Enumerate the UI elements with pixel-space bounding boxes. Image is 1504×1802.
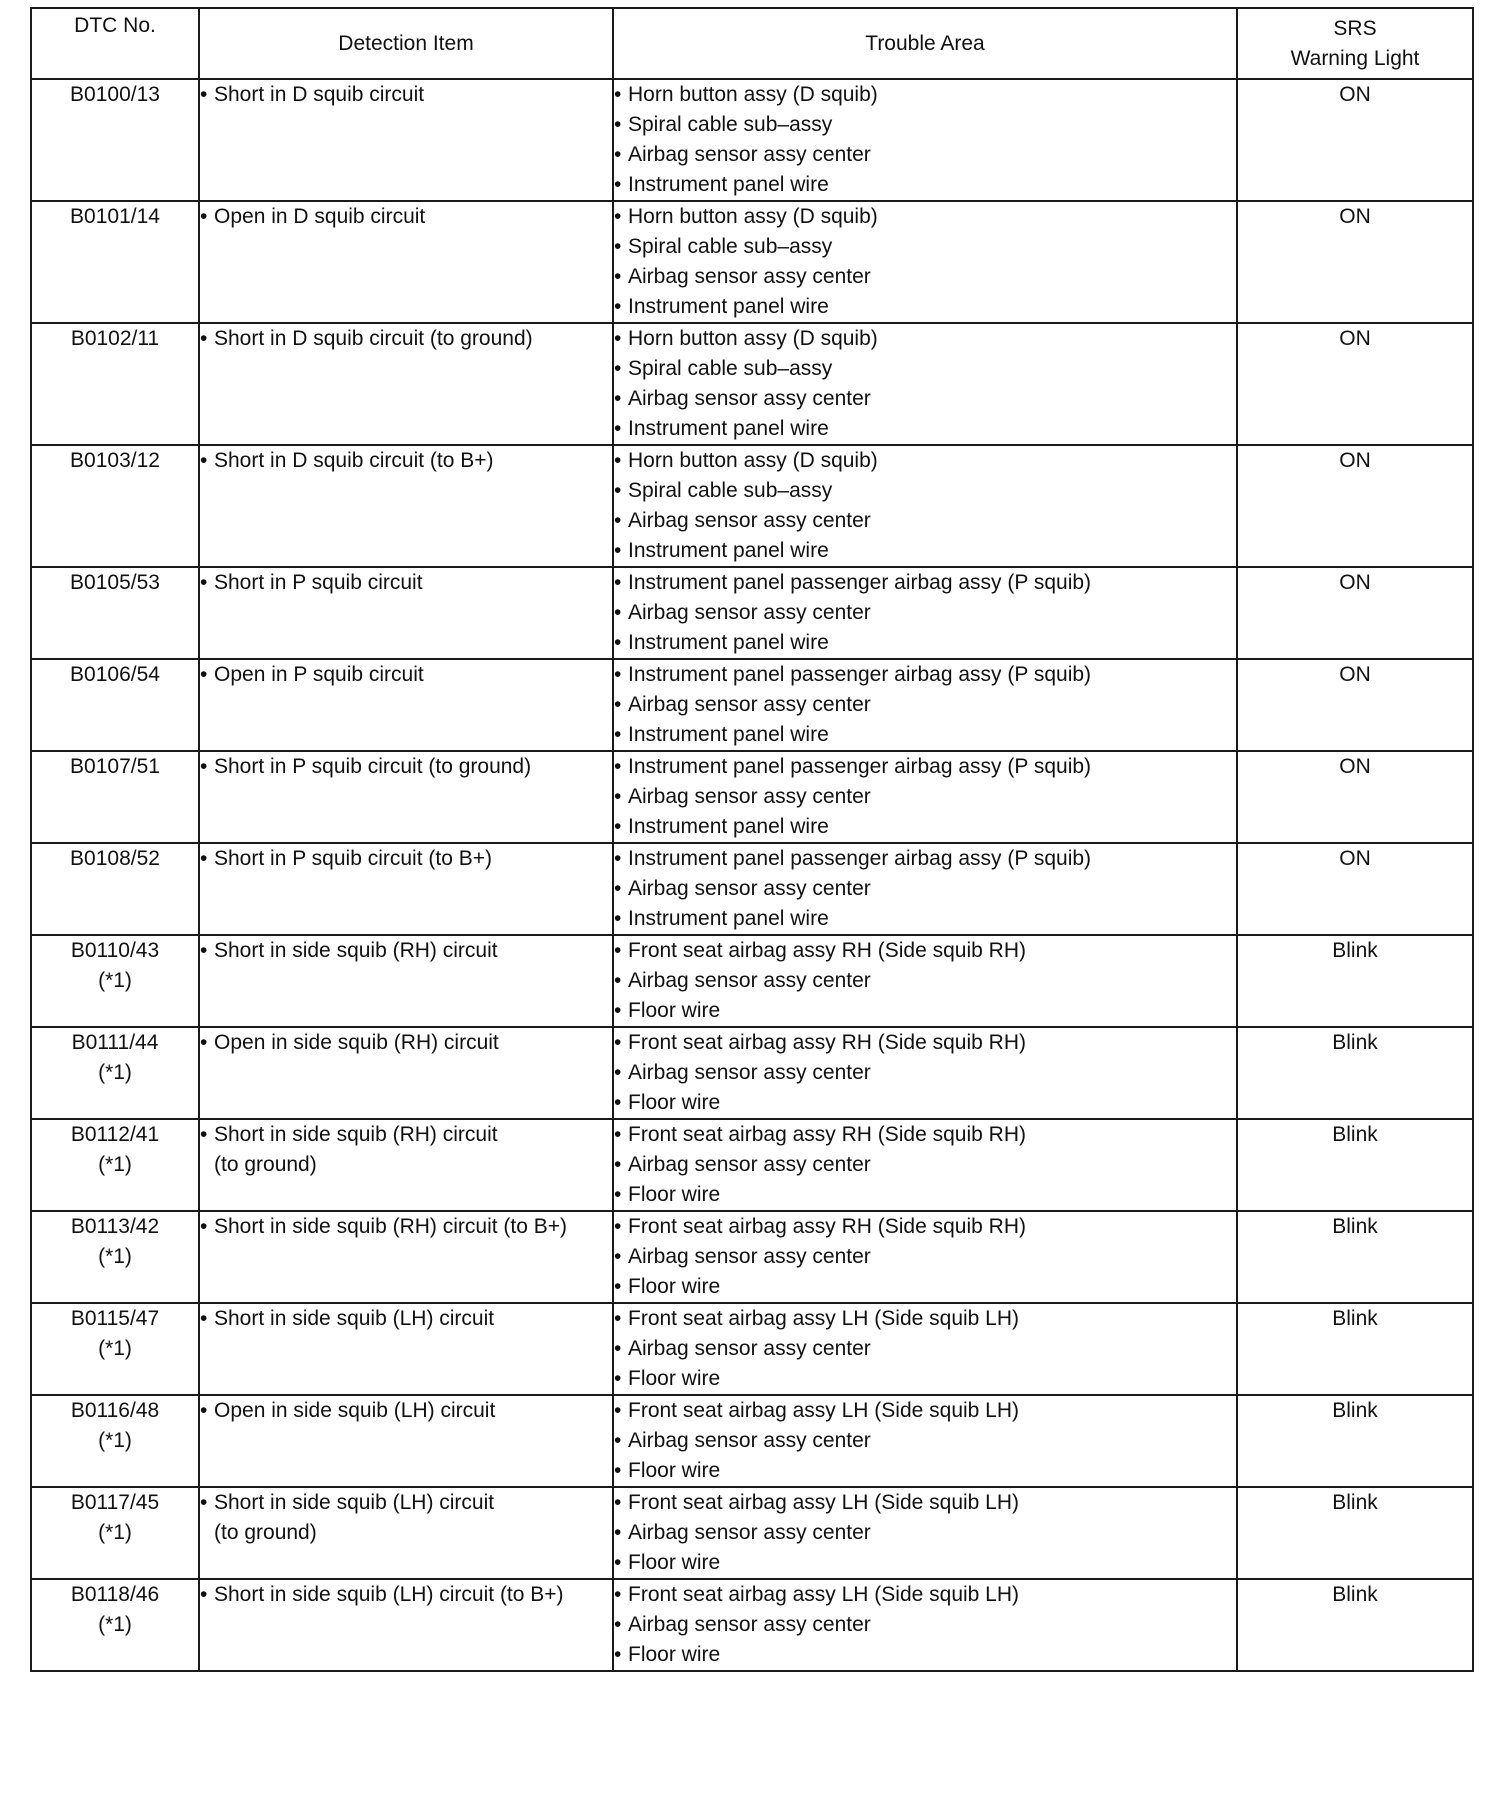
detection-item-list bbox=[200, 1120, 612, 1180]
detection-item-list bbox=[200, 752, 612, 782]
dtc-footnote: (*1) bbox=[98, 1429, 132, 1452]
trouble-area-cell bbox=[613, 1579, 1237, 1671]
detection-item bbox=[200, 1028, 612, 1058]
detection-item-text: • Open in P squib circuit bbox=[214, 663, 424, 686]
trouble-area-item: • Front seat airbag assy LH (Side squib LH) bbox=[614, 1304, 1236, 1334]
detection-item-cell bbox=[199, 1303, 613, 1395]
detection-item-cell bbox=[199, 323, 613, 445]
dtc-code: B0115/47 bbox=[70, 1307, 160, 1330]
trouble-area-item: • Spiral cable sub–assy bbox=[614, 110, 1236, 140]
trouble-area-item: • Airbag sensor assy center bbox=[614, 598, 1236, 628]
trouble-area-item: • Instrument panel wire bbox=[614, 414, 1236, 444]
detection-item-text: (to ground) bbox=[214, 1153, 317, 1176]
detection-item bbox=[200, 844, 612, 874]
table-row bbox=[31, 323, 1473, 445]
detection-item-list bbox=[200, 446, 612, 476]
trouble-area-item: • Instrument panel wire bbox=[614, 628, 1236, 658]
detection-item bbox=[200, 936, 612, 966]
srs-warning-light-cell: ON bbox=[1237, 843, 1473, 935]
trouble-area-item: • Instrument panel wire bbox=[614, 904, 1236, 934]
detection-item-text: • Open in side squib (RH) circuit bbox=[214, 1031, 499, 1054]
dtc-number-cell bbox=[31, 79, 199, 201]
trouble-area-item: • Instrument panel wire bbox=[614, 170, 1236, 200]
detection-item-list bbox=[200, 1304, 612, 1334]
dtc-number-cell bbox=[31, 1211, 199, 1303]
detection-item-cell bbox=[199, 935, 613, 1027]
detection-item-list bbox=[200, 1488, 612, 1548]
trouble-area-list bbox=[614, 1396, 1236, 1486]
detection-item-text: • Short in side squib (RH) circuit (to B+) bbox=[214, 1215, 568, 1238]
table-row bbox=[31, 935, 1473, 1027]
trouble-area-item: • Front seat airbag assy RH (Side squib RH) bbox=[614, 1212, 1236, 1242]
srs-warning-light-cell: Blink bbox=[1237, 1027, 1473, 1119]
detection-item-cell bbox=[199, 1487, 613, 1579]
detection-item-text: • Short in side squib (RH) circuit bbox=[214, 939, 498, 962]
trouble-area-list bbox=[614, 1028, 1236, 1118]
dtc-code: B0106/54 bbox=[70, 663, 160, 686]
detection-item-text: • Short in side squib (RH) circuit bbox=[214, 1123, 498, 1146]
trouble-area-list bbox=[614, 844, 1236, 934]
table-row bbox=[31, 1303, 1473, 1395]
trouble-area-item: • Front seat airbag assy RH (Side squib RH) bbox=[614, 1120, 1236, 1150]
trouble-area-item: • Instrument panel wire bbox=[614, 812, 1236, 842]
srs-warning-light-cell: Blink bbox=[1237, 1303, 1473, 1395]
trouble-area-item: • Floor wire bbox=[614, 1364, 1236, 1394]
detection-item-list bbox=[200, 1028, 612, 1058]
table-row bbox=[31, 1395, 1473, 1487]
trouble-area-cell bbox=[613, 79, 1237, 201]
detection-item-cell bbox=[199, 843, 613, 935]
detection-item-text: • Short in P squib circuit (to B+) bbox=[214, 847, 492, 870]
dtc-number-cell bbox=[31, 751, 199, 843]
detection-item bbox=[200, 1212, 612, 1242]
table-row bbox=[31, 1027, 1473, 1119]
srs-warning-light-cell: Blink bbox=[1237, 1119, 1473, 1211]
srs-warning-light-cell: Blink bbox=[1237, 1579, 1473, 1671]
trouble-area-cell bbox=[613, 201, 1237, 323]
trouble-area-item: • Instrument panel passenger airbag assy (P squib) bbox=[614, 752, 1236, 782]
trouble-area-list bbox=[614, 1488, 1236, 1578]
trouble-area-item: • Airbag sensor assy center bbox=[614, 874, 1236, 904]
trouble-area-item: • Airbag sensor assy center bbox=[614, 782, 1236, 812]
trouble-area-item: • Spiral cable sub–assy bbox=[614, 232, 1236, 262]
trouble-area-list bbox=[614, 446, 1236, 566]
trouble-area-cell bbox=[613, 445, 1237, 567]
dtc-footnote: (*1) bbox=[98, 1521, 132, 1544]
dtc-code: B0113/42 bbox=[70, 1215, 160, 1238]
trouble-area-item: • Instrument panel passenger airbag assy (P squib) bbox=[614, 568, 1236, 598]
dtc-number-cell bbox=[31, 445, 199, 567]
trouble-area-cell bbox=[613, 567, 1237, 659]
dtc-code: B0118/46 bbox=[70, 1583, 160, 1606]
trouble-area-item: • Horn button assy (D squib) bbox=[614, 80, 1236, 110]
header-srs-line1: SRS bbox=[1333, 16, 1377, 40]
detection-item-text: (to ground) bbox=[214, 1521, 317, 1544]
trouble-area-item: • Spiral cable sub–assy bbox=[614, 476, 1236, 506]
trouble-area-cell bbox=[613, 659, 1237, 751]
table-row bbox=[31, 1119, 1473, 1211]
header-trouble-area: Trouble Area bbox=[613, 8, 1237, 79]
table-body bbox=[31, 79, 1473, 1671]
dtc-number-cell bbox=[31, 1119, 199, 1211]
trouble-area-item: • Airbag sensor assy center bbox=[614, 1426, 1236, 1456]
detection-item bbox=[200, 752, 612, 782]
dtc-number-cell bbox=[31, 1487, 199, 1579]
srs-warning-light-cell: ON bbox=[1237, 751, 1473, 843]
trouble-area-item: • Airbag sensor assy center bbox=[614, 506, 1236, 536]
detection-item-text: • Short in P squib circuit bbox=[214, 571, 423, 594]
detection-item-text: • Open in D squib circuit bbox=[214, 205, 426, 228]
trouble-area-list bbox=[614, 936, 1236, 1026]
srs-warning-light-cell: ON bbox=[1237, 659, 1473, 751]
trouble-area-cell bbox=[613, 843, 1237, 935]
dtc-code: B0101/14 bbox=[70, 205, 160, 228]
trouble-area-list bbox=[614, 1580, 1236, 1670]
detection-item bbox=[200, 568, 612, 598]
trouble-area-item: • Floor wire bbox=[614, 1272, 1236, 1302]
detection-item-list bbox=[200, 660, 612, 690]
dtc-footnote: (*1) bbox=[98, 1153, 132, 1176]
dtc-code: B0110/43 bbox=[70, 939, 160, 962]
trouble-area-item: • Floor wire bbox=[614, 1640, 1236, 1670]
trouble-area-item: • Front seat airbag assy LH (Side squib LH) bbox=[614, 1396, 1236, 1426]
dtc-number-cell bbox=[31, 1579, 199, 1671]
trouble-area-item: • Airbag sensor assy center bbox=[614, 690, 1236, 720]
srs-warning-light-cell: Blink bbox=[1237, 1487, 1473, 1579]
detection-item-cell bbox=[199, 751, 613, 843]
detection-item-cell bbox=[199, 659, 613, 751]
dtc-number-cell bbox=[31, 659, 199, 751]
trouble-area-item: • Airbag sensor assy center bbox=[614, 966, 1236, 996]
header-srs-warning-light bbox=[1237, 8, 1473, 79]
header-row bbox=[31, 8, 1473, 79]
dtc-code: B0100/13 bbox=[70, 83, 160, 106]
trouble-area-item: • Airbag sensor assy center bbox=[614, 1518, 1236, 1548]
trouble-area-item: • Horn button assy (D squib) bbox=[614, 446, 1236, 476]
trouble-area-item: • Front seat airbag assy LH (Side squib LH) bbox=[614, 1488, 1236, 1518]
trouble-area-item: • Horn button assy (D squib) bbox=[614, 202, 1236, 232]
trouble-area-item: • Front seat airbag assy RH (Side squib RH) bbox=[614, 1028, 1236, 1058]
trouble-area-item: • Instrument panel wire bbox=[614, 536, 1236, 566]
trouble-area-item: • Instrument panel wire bbox=[614, 720, 1236, 750]
detection-item-cell bbox=[199, 201, 613, 323]
detection-item-text: • Short in side squib (LH) circuit (to B+) bbox=[214, 1583, 564, 1606]
dtc-code: B0108/52 bbox=[70, 847, 160, 870]
table-row bbox=[31, 445, 1473, 567]
detection-item-cell bbox=[199, 79, 613, 201]
trouble-area-item: • Instrument panel passenger airbag assy (P squib) bbox=[614, 660, 1236, 690]
detection-item-cell bbox=[199, 1579, 613, 1671]
trouble-area-list bbox=[614, 202, 1236, 322]
detection-item-text: • Short in P squib circuit (to ground) bbox=[214, 755, 532, 778]
trouble-area-item: • Airbag sensor assy center bbox=[614, 1334, 1236, 1364]
dtc-footnote: (*1) bbox=[98, 1613, 132, 1636]
dtc-number-cell bbox=[31, 567, 199, 659]
detection-item bbox=[200, 324, 612, 354]
trouble-area-item: • Floor wire bbox=[614, 1548, 1236, 1578]
detection-item bbox=[200, 446, 612, 476]
trouble-area-list bbox=[614, 1212, 1236, 1302]
table-row bbox=[31, 659, 1473, 751]
detection-item bbox=[200, 202, 612, 232]
trouble-area-cell bbox=[613, 935, 1237, 1027]
dtc-number-cell bbox=[31, 1303, 199, 1395]
dtc-code: B0107/51 bbox=[70, 755, 160, 778]
trouble-area-item: • Floor wire bbox=[614, 996, 1236, 1026]
table-row bbox=[31, 567, 1473, 659]
header-detection-item: Detection Item bbox=[199, 8, 613, 79]
dtc-code: B0117/45 bbox=[70, 1491, 160, 1514]
dtc-number-cell bbox=[31, 843, 199, 935]
srs-warning-light-cell: ON bbox=[1237, 201, 1473, 323]
trouble-area-cell bbox=[613, 1119, 1237, 1211]
detection-item-cell bbox=[199, 567, 613, 659]
detection-item bbox=[200, 1488, 612, 1548]
trouble-area-item: • Airbag sensor assy center bbox=[614, 1058, 1236, 1088]
table-row bbox=[31, 751, 1473, 843]
dtc-number-cell bbox=[31, 201, 199, 323]
dtc-code: B0112/41 bbox=[70, 1123, 160, 1146]
trouble-area-item: • Airbag sensor assy center bbox=[614, 384, 1236, 414]
detection-item-list bbox=[200, 1580, 612, 1610]
dtc-number-cell bbox=[31, 323, 199, 445]
dtc-footnote: (*1) bbox=[98, 1245, 132, 1268]
trouble-area-item: • Instrument panel passenger airbag assy (P squib) bbox=[614, 844, 1236, 874]
dtc-footnote: (*1) bbox=[98, 969, 132, 992]
srs-warning-light-cell: ON bbox=[1237, 323, 1473, 445]
dtc-code: B0103/12 bbox=[70, 449, 160, 472]
detection-item bbox=[200, 1580, 612, 1610]
dtc-footnote: (*1) bbox=[98, 1337, 132, 1360]
srs-warning-light-cell: Blink bbox=[1237, 1395, 1473, 1487]
trouble-area-cell bbox=[613, 1027, 1237, 1119]
trouble-area-list bbox=[614, 752, 1236, 842]
trouble-area-cell bbox=[613, 1395, 1237, 1487]
table-row bbox=[31, 843, 1473, 935]
detection-item-cell bbox=[199, 1027, 613, 1119]
detection-item-text: • Short in side squib (LH) circuit bbox=[214, 1307, 495, 1330]
srs-warning-light-cell: ON bbox=[1237, 79, 1473, 201]
detection-item bbox=[200, 80, 612, 110]
detection-item-text: • Open in side squib (LH) circuit bbox=[214, 1399, 496, 1422]
trouble-area-item: • Floor wire bbox=[614, 1456, 1236, 1486]
table-row bbox=[31, 201, 1473, 323]
trouble-area-cell bbox=[613, 751, 1237, 843]
detection-item-list bbox=[200, 1396, 612, 1426]
table-row bbox=[31, 1579, 1473, 1671]
detection-item-list bbox=[200, 936, 612, 966]
header-dtc-no: DTC No. bbox=[31, 8, 199, 79]
trouble-area-list bbox=[614, 660, 1236, 750]
detection-item-text: • Short in D squib circuit bbox=[214, 83, 425, 106]
table-row bbox=[31, 1211, 1473, 1303]
detection-item-cell bbox=[199, 445, 613, 567]
trouble-area-item: • Instrument panel wire bbox=[614, 292, 1236, 322]
detection-item-text: • Short in side squib (LH) circuit bbox=[214, 1491, 495, 1514]
trouble-area-item: • Airbag sensor assy center bbox=[614, 1610, 1236, 1640]
dtc-code: B0105/53 bbox=[70, 571, 160, 594]
dtc-code: B0102/11 bbox=[70, 327, 160, 350]
trouble-area-item: • Horn button assy (D squib) bbox=[614, 324, 1236, 354]
trouble-area-cell bbox=[613, 1487, 1237, 1579]
trouble-area-item: • Spiral cable sub–assy bbox=[614, 354, 1236, 384]
detection-item-list bbox=[200, 568, 612, 598]
trouble-area-cell bbox=[613, 323, 1237, 445]
table-row bbox=[31, 79, 1473, 201]
detection-item bbox=[200, 660, 612, 690]
srs-warning-light-cell: ON bbox=[1237, 567, 1473, 659]
trouble-area-list bbox=[614, 324, 1236, 444]
trouble-area-cell bbox=[613, 1303, 1237, 1395]
detection-item bbox=[200, 1304, 612, 1334]
dtc-number-cell bbox=[31, 935, 199, 1027]
dtc-number-cell bbox=[31, 1027, 199, 1119]
detection-item-list bbox=[200, 324, 612, 354]
detection-item-cell bbox=[199, 1395, 613, 1487]
dtc-footnote: (*1) bbox=[98, 1061, 132, 1084]
trouble-area-cell bbox=[613, 1211, 1237, 1303]
detection-item-list bbox=[200, 202, 612, 232]
trouble-area-list bbox=[614, 1120, 1236, 1210]
trouble-area-list bbox=[614, 568, 1236, 658]
trouble-area-item: • Floor wire bbox=[614, 1088, 1236, 1118]
detection-item bbox=[200, 1396, 612, 1426]
trouble-area-item: • Airbag sensor assy center bbox=[614, 262, 1236, 292]
detection-item bbox=[200, 1120, 612, 1180]
srs-warning-light-cell: ON bbox=[1237, 445, 1473, 567]
detection-item-list bbox=[200, 80, 612, 110]
header-srs-line2: Warning Light bbox=[1290, 46, 1420, 70]
dtc-code: B0111/44 bbox=[71, 1031, 159, 1054]
detection-item-text: • Short in D squib circuit (to B+) bbox=[214, 449, 494, 472]
dtc-code: B0116/48 bbox=[70, 1399, 160, 1422]
table-header bbox=[31, 8, 1473, 79]
dtc-number-cell bbox=[31, 1395, 199, 1487]
dtc-table bbox=[30, 7, 1474, 1672]
srs-warning-light-cell: Blink bbox=[1237, 935, 1473, 1027]
trouble-area-item: • Airbag sensor assy center bbox=[614, 140, 1236, 170]
detection-item-cell bbox=[199, 1119, 613, 1211]
trouble-area-item: • Floor wire bbox=[614, 1180, 1236, 1210]
trouble-area-list bbox=[614, 1304, 1236, 1394]
trouble-area-list bbox=[614, 80, 1236, 200]
detection-item-cell bbox=[199, 1211, 613, 1303]
srs-warning-light-cell: Blink bbox=[1237, 1211, 1473, 1303]
trouble-area-item: • Airbag sensor assy center bbox=[614, 1150, 1236, 1180]
table-row bbox=[31, 1487, 1473, 1579]
detection-item-list bbox=[200, 844, 612, 874]
trouble-area-item: • Front seat airbag assy RH (Side squib RH) bbox=[614, 936, 1236, 966]
trouble-area-item: • Airbag sensor assy center bbox=[614, 1242, 1236, 1272]
detection-item-list bbox=[200, 1212, 612, 1242]
trouble-area-item: • Front seat airbag assy LH (Side squib LH) bbox=[614, 1580, 1236, 1610]
detection-item-text: • Short in D squib circuit (to ground) bbox=[214, 327, 533, 350]
